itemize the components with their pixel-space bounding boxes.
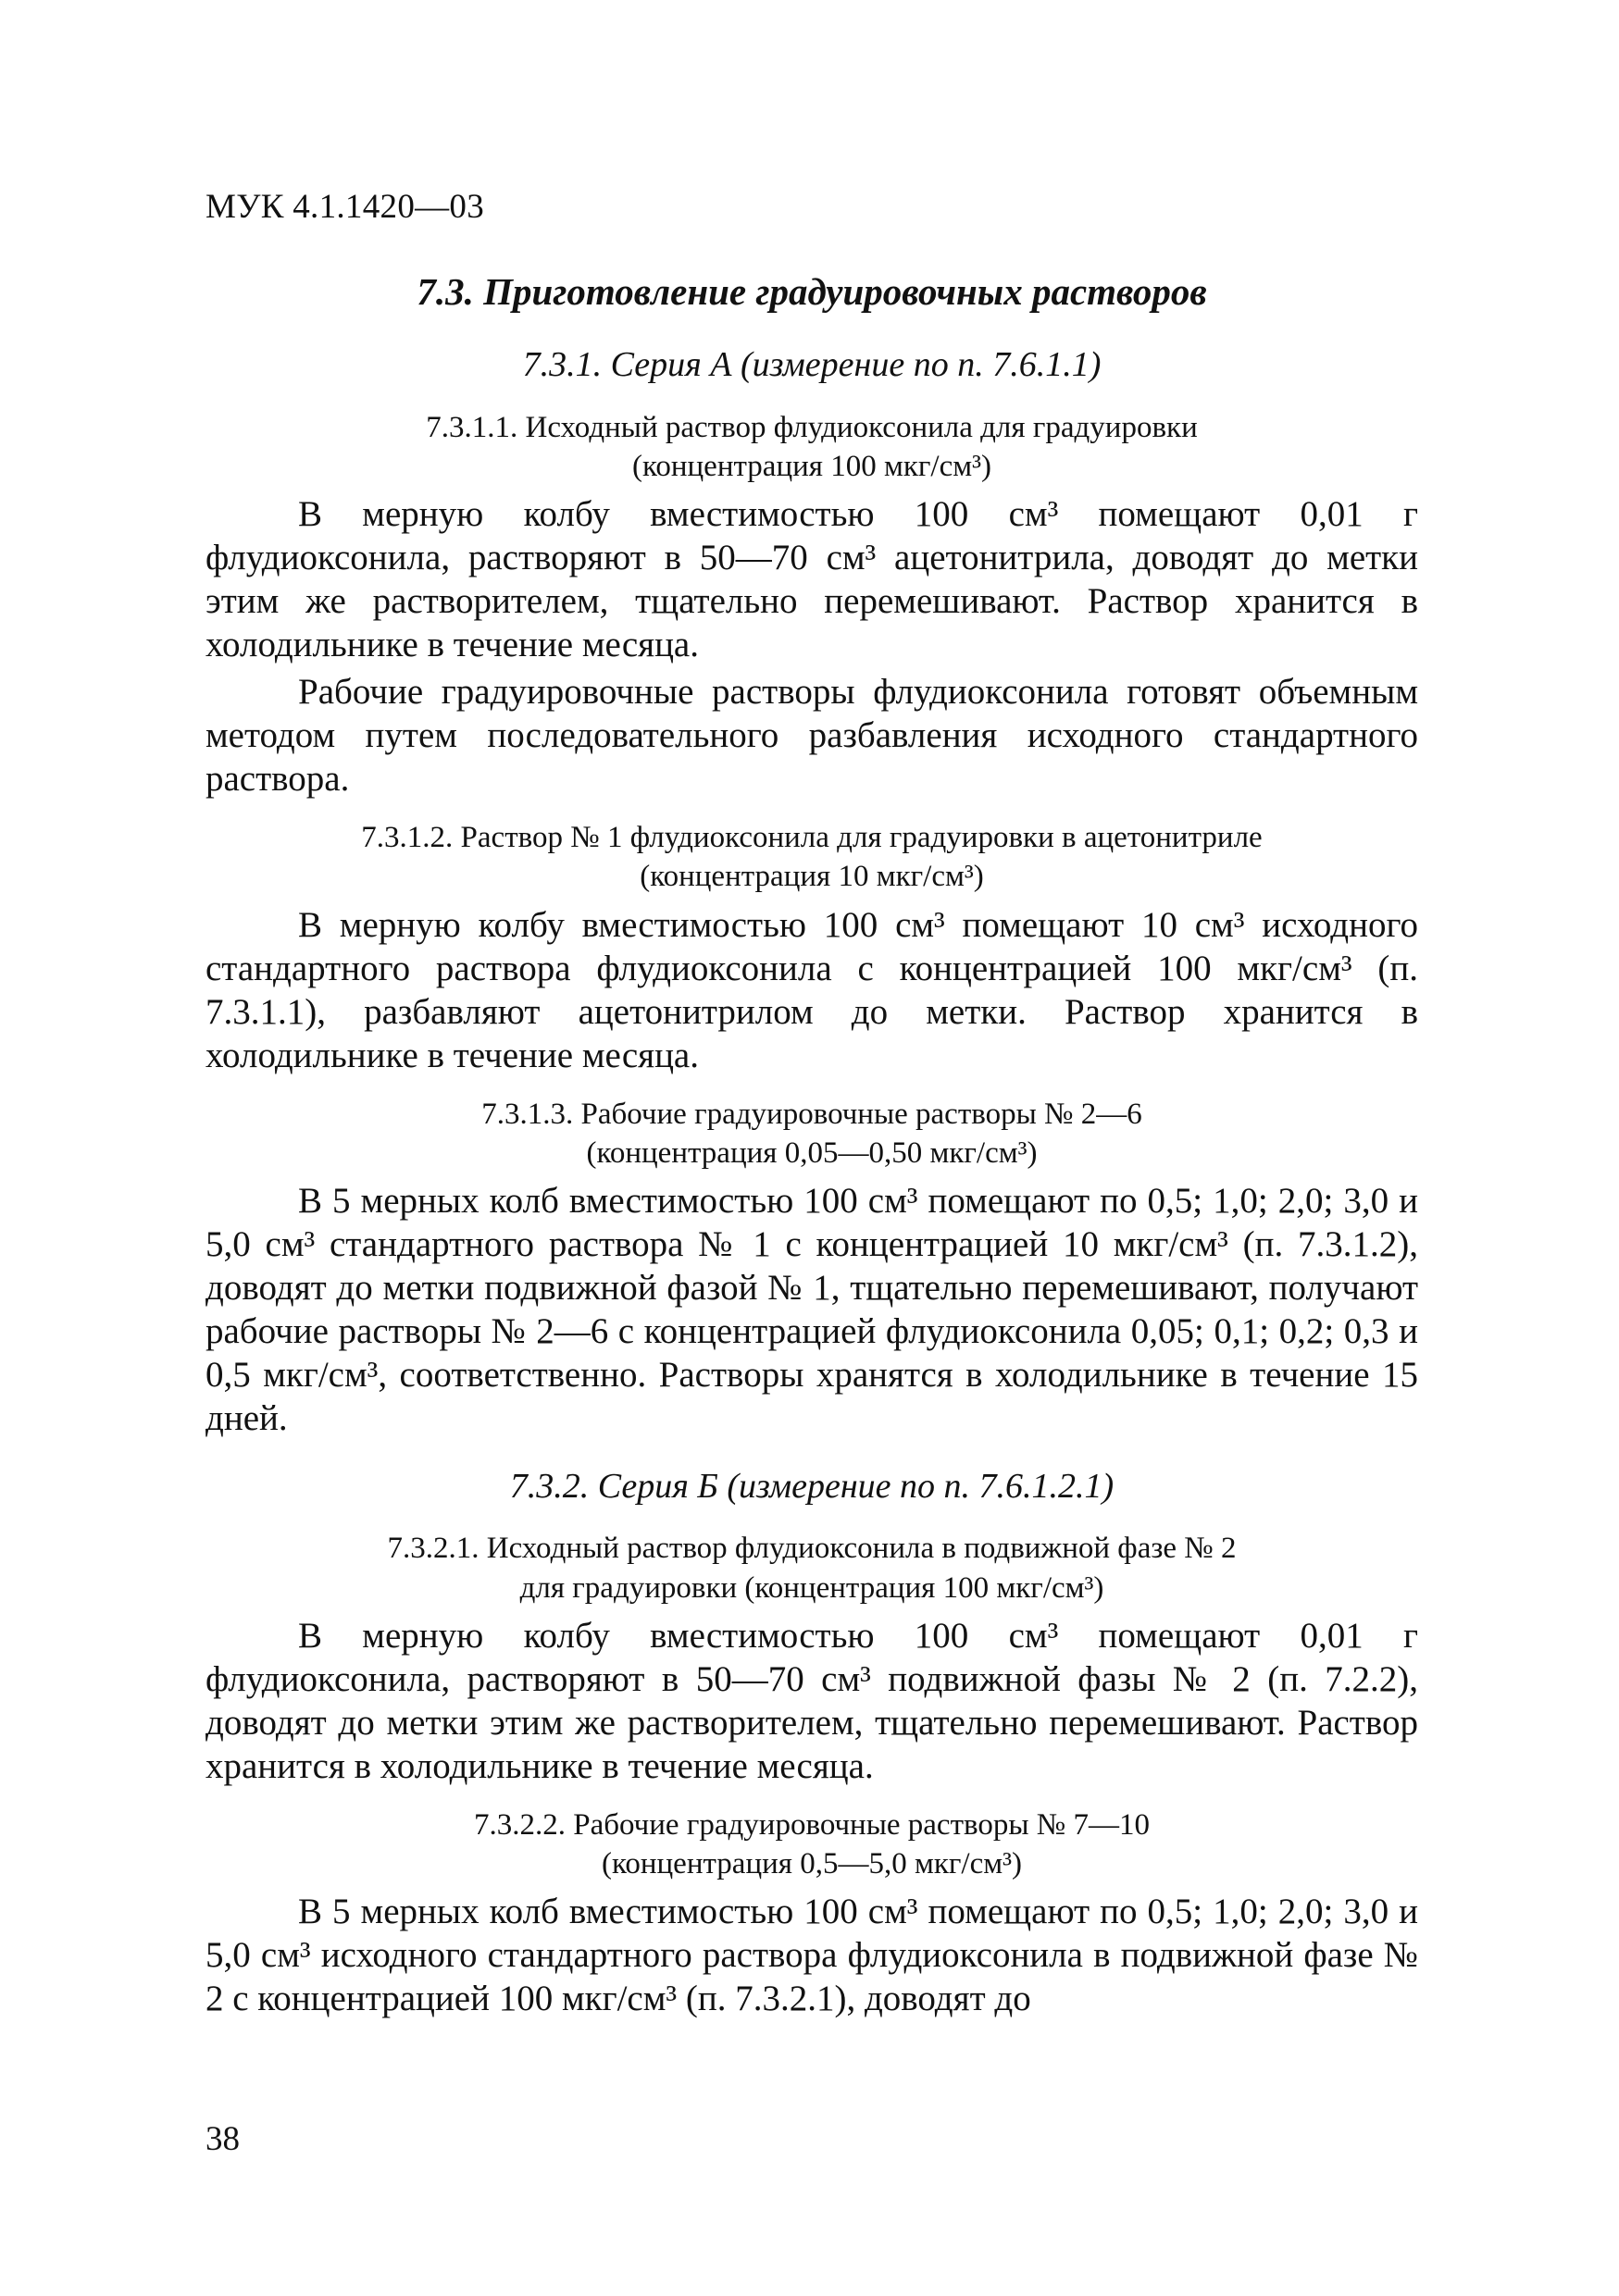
subsection-7-3-1-3-heading	[205, 1095, 1418, 1173]
subsection-heading-line2: для градуировки (концентрация 100 мкг/см³)	[519, 1570, 1104, 1605]
page-number: 38	[205, 2120, 240, 2158]
subsection-7-3-2-1-heading	[205, 1529, 1418, 1607]
series-a-title: 7.3.1. Серия А (измерение по п. 7.6.1.1)	[522, 345, 1102, 385]
subsection-heading-line1: 7.3.1.3. Рабочие градуировочные растворы № 2—6	[481, 1097, 1142, 1131]
subsection-heading-line1: 7.3.1.2. Раствор № 1 флудиоксонила для градуировки в ацетонитриле	[361, 821, 1263, 855]
paragraph: Рабочие градуировочные растворы флудиоксонила готовят объемным методом путем последовательного разбавления исходного стандартного раствора.	[205, 672, 1418, 800]
paragraph: В мерную колбу вместимостью 100 см³ помещают 0,01 г флудиоксонила, растворяют в 50—70 см³ подвижной фазы № 2 (п. 7.2.2), доводят до метки этим же растворителем, тщательно перемешивают. Раствор хранится в холодильнике в течение месяца.	[205, 1615, 1418, 1786]
paragraph: В мерную колбу вместимостью 100 см³ помещают 0,01 г флудиоксонила, растворяют в 50—70 см³ ацетонитрила, доводят до метки этим же растворителем, тщательно перемешивают. Раствор хранится в холодильнике в течение месяца.	[205, 494, 1418, 665]
paragraph: В 5 мерных колб вместимостью 100 см³ помещают по 0,5; 1,0; 2,0; 3,0 и 5,0 см³ стандартного раствора № 1 с концентрацией 10 мкг/см³ (п. 7.3.1.2), доводят до метки подвижной фазой № 1, тщательно перемешивают, получают рабочие растворы № 2—6 с концентрацией флудиоксонила 0,05; 0,1; 0,2; 0,3 и 0,5 мкг/см³, соответственно. Растворы хранятся в холодильнике в течение 15 дней.	[205, 1180, 1418, 1438]
paragraph: В 5 мерных колб вместимостью 100 см³ помещают по 0,5; 1,0; 2,0; 3,0 и 5,0 см³ исходного стандартного раствора флудиоксонила в подвижной фазе № 2 с концентрацией 100 мкг/см³ (п. 7.3.2.1), доводят до	[205, 1892, 1418, 2019]
subsection-heading-line1: 7.3.1.1. Исходный раствор флудиоксонила для градуировки	[426, 410, 1198, 444]
document-code-header: МУК 4.1.1420—03	[205, 188, 485, 226]
subsection-heading-line1: 7.3.2.2. Рабочие градуировочные растворы № 7—10	[473, 1807, 1151, 1842]
section-title: 7.3. Приготовление градуировочных растворов	[417, 270, 1207, 313]
subsection-heading-line2: (концентрация 0,05—0,50 мкг/см³)	[586, 1136, 1038, 1170]
subsection-heading-line2: (концентрация 10 мкг/см³)	[640, 860, 984, 894]
subsection-heading-line1: 7.3.2.1. Исходный раствор флудиоксонила в подвижной фазе № 2	[387, 1532, 1237, 1566]
subsection-heading-line2: (концентрация 0,5—5,0 мкг/см³)	[602, 1847, 1022, 1881]
subsection-7-3-1-2-heading	[205, 818, 1418, 896]
subsection-7-3-2-2-heading	[205, 1806, 1418, 1883]
page-content	[205, 268, 1418, 2025]
subsection-7-3-1-1-heading	[205, 408, 1418, 486]
subsection-heading-line2: (концентрация 100 мкг/см³)	[632, 449, 991, 483]
paragraph: В мерную колбу вместимостью 100 см³ помещают 10 см³ исходного стандартного раствора флудиоксонила с концентрацией 100 мкг/см³ (п. 7.3.1.1), разбавляют ацетонитрилом до метки. Раствор хранится в холодильнике в течение месяца.	[205, 904, 1418, 1075]
series-b-title: 7.3.2. Серия Б (измерение по п. 7.6.1.2.1)	[509, 1466, 1115, 1506]
